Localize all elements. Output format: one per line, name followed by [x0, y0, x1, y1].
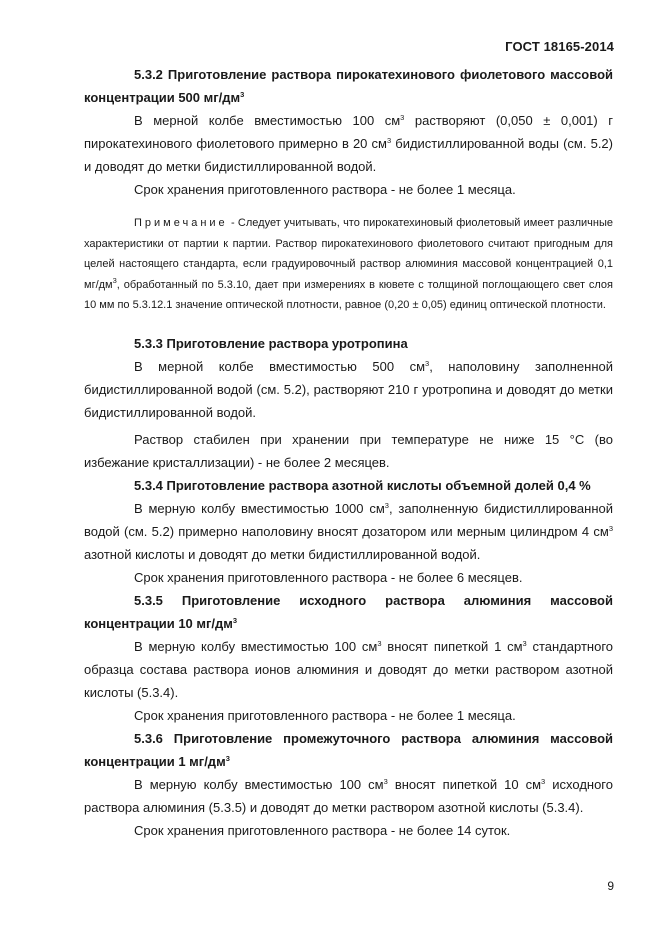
text-run: - Следует учитывать, что пирокатехиновый фиолетовый имеет различные характеристики от партии к партии. Раствор пирокатехинового фиолетового считают пригодным для целей настоящего стандарта, если градуировочный раствор алюминия массовой концентрацией 0,1 мг/дм: [84, 217, 613, 291]
section-5-3-2-storage-term: Срок хранения приготовленного раствора - не более 1 месяца.: [134, 182, 516, 197]
text-run: , заполненную бидистиллированной водой (см. 5.2) примерно наполовину вносят дозатором или мерным цилиндром 4 см: [84, 500, 613, 539]
note-label: Примечание: [134, 217, 228, 229]
section-5-3-2-heading-text: 5.3.2 Приготовление раствора пирокатехинового фиолетового массовой концентрации 500 мг/дм: [84, 67, 613, 105]
section-5-3-5-heading-text: 5.3.5 Приготовление исходного раствора алюминия массовой концентрации 10 мг/дм: [84, 592, 613, 631]
text-run: вносят пипеткой 1 см: [381, 638, 523, 654]
section-5-3-5-heading: [84, 589, 613, 635]
text-run: В мерной колбе вместимостью 500 см: [134, 358, 426, 374]
superscript-3: 3: [383, 776, 388, 786]
section-5-3-4-heading: 5.3.4 Приготовление раствора азотной кислоты объемной долей 0,4 %: [134, 477, 591, 493]
text-run: В мерной колбе вместимостью 100 см: [134, 113, 401, 128]
text-run: вносят пипеткой 10 см: [387, 776, 542, 792]
text-run: , наполовину заполненной бидистиллированной водой (см. 5.2), растворяют 210 г уротропина и доводят до метки бидистиллированной водой.: [84, 358, 614, 420]
text-run: В мерную колбу вместимостью 100 см: [134, 776, 384, 792]
document-body: [84, 63, 613, 842]
section-5-3-6-heading-text: 5.3.6 Приготовление промежуточного раствора алюминия массовой концентрации 1 мг/дм: [84, 730, 613, 769]
text-run: растворяют (0,050 ± 0,001) г пирокатехинового фиолетового примерно в 20 см: [84, 113, 614, 151]
section-5-3-4-storage-term: Срок хранения приготовленного раствора - не более 6 месяцев.: [134, 569, 523, 585]
text-run: азотной кислоты и доводят до метки бидистиллированной водой.: [84, 546, 481, 562]
page-number: 9: [607, 879, 614, 893]
superscript-3: 3: [522, 638, 527, 648]
section-5-3-5-paragraph-1: [84, 635, 613, 704]
section-5-3-6-heading: [84, 727, 613, 773]
section-5-3-5-storage-term: Срок хранения приготовленного раствора - не более 1 месяца.: [134, 707, 516, 723]
section-5-3-3-heading: 5.3.3 Приготовление раствора уротропина: [134, 335, 408, 351]
text-run: В мерную колбу вместимостью 100 см: [134, 638, 378, 654]
superscript-3: 3: [377, 638, 382, 648]
section-5-3-6-paragraph-1: [84, 773, 613, 819]
superscript-3: 3: [240, 90, 245, 99]
section-5-3-6-storage-term: Срок хранения приготовленного раствора - не более 14 суток.: [134, 822, 511, 838]
superscript-3: 3: [608, 523, 613, 533]
text-run: стандартного образца состава раствора ионов алюминия и доводят до метки раствором азотной кислоты (5.3.4).: [84, 638, 614, 700]
section-5-3-3-paragraph-1: [84, 355, 613, 424]
superscript-3: 3: [225, 753, 230, 763]
superscript-3: 3: [400, 113, 405, 122]
section-5-3-2-heading: [84, 63, 613, 109]
superscript-3: 3: [384, 500, 389, 510]
section-5-3-3-storage-term: Раствор стабилен при хранении при температуре не ниже 15 °С (во избежание кристаллизации) - не более 2 месяцев.: [84, 431, 613, 470]
text-run: , обработанный по 5.3.10, дает при измерениях в кювете с толщиной поглощающего свет слоя 10 мм по 5.3.12.1 значение оптической плотности, равное (0,20 ± 0,05) единиц оптической плотности.: [84, 278, 613, 311]
text-run: бидистиллированной воды (см. 5.2) и доводят до метки бидистиллированной водой.: [84, 136, 613, 174]
section-5-3-4-paragraph-1: [84, 497, 613, 566]
text-run: исходного раствора алюминия (5.3.5) и доводят до метки раствором азотной кислоты (5.3.4).: [84, 776, 613, 815]
superscript-3: 3: [232, 615, 238, 625]
section-5-3-2-paragraph-1: [84, 109, 613, 178]
superscript-3: 3: [386, 136, 392, 145]
superscript-3: 3: [541, 776, 546, 786]
superscript-3: 3: [425, 358, 430, 368]
section-5-3-2-note: [84, 213, 613, 316]
text-run: В мерную колбу вместимостью 1000 см: [134, 500, 385, 516]
standard-code-header: ГОСТ 18165-2014: [505, 39, 614, 54]
superscript-3: 3: [112, 275, 117, 285]
